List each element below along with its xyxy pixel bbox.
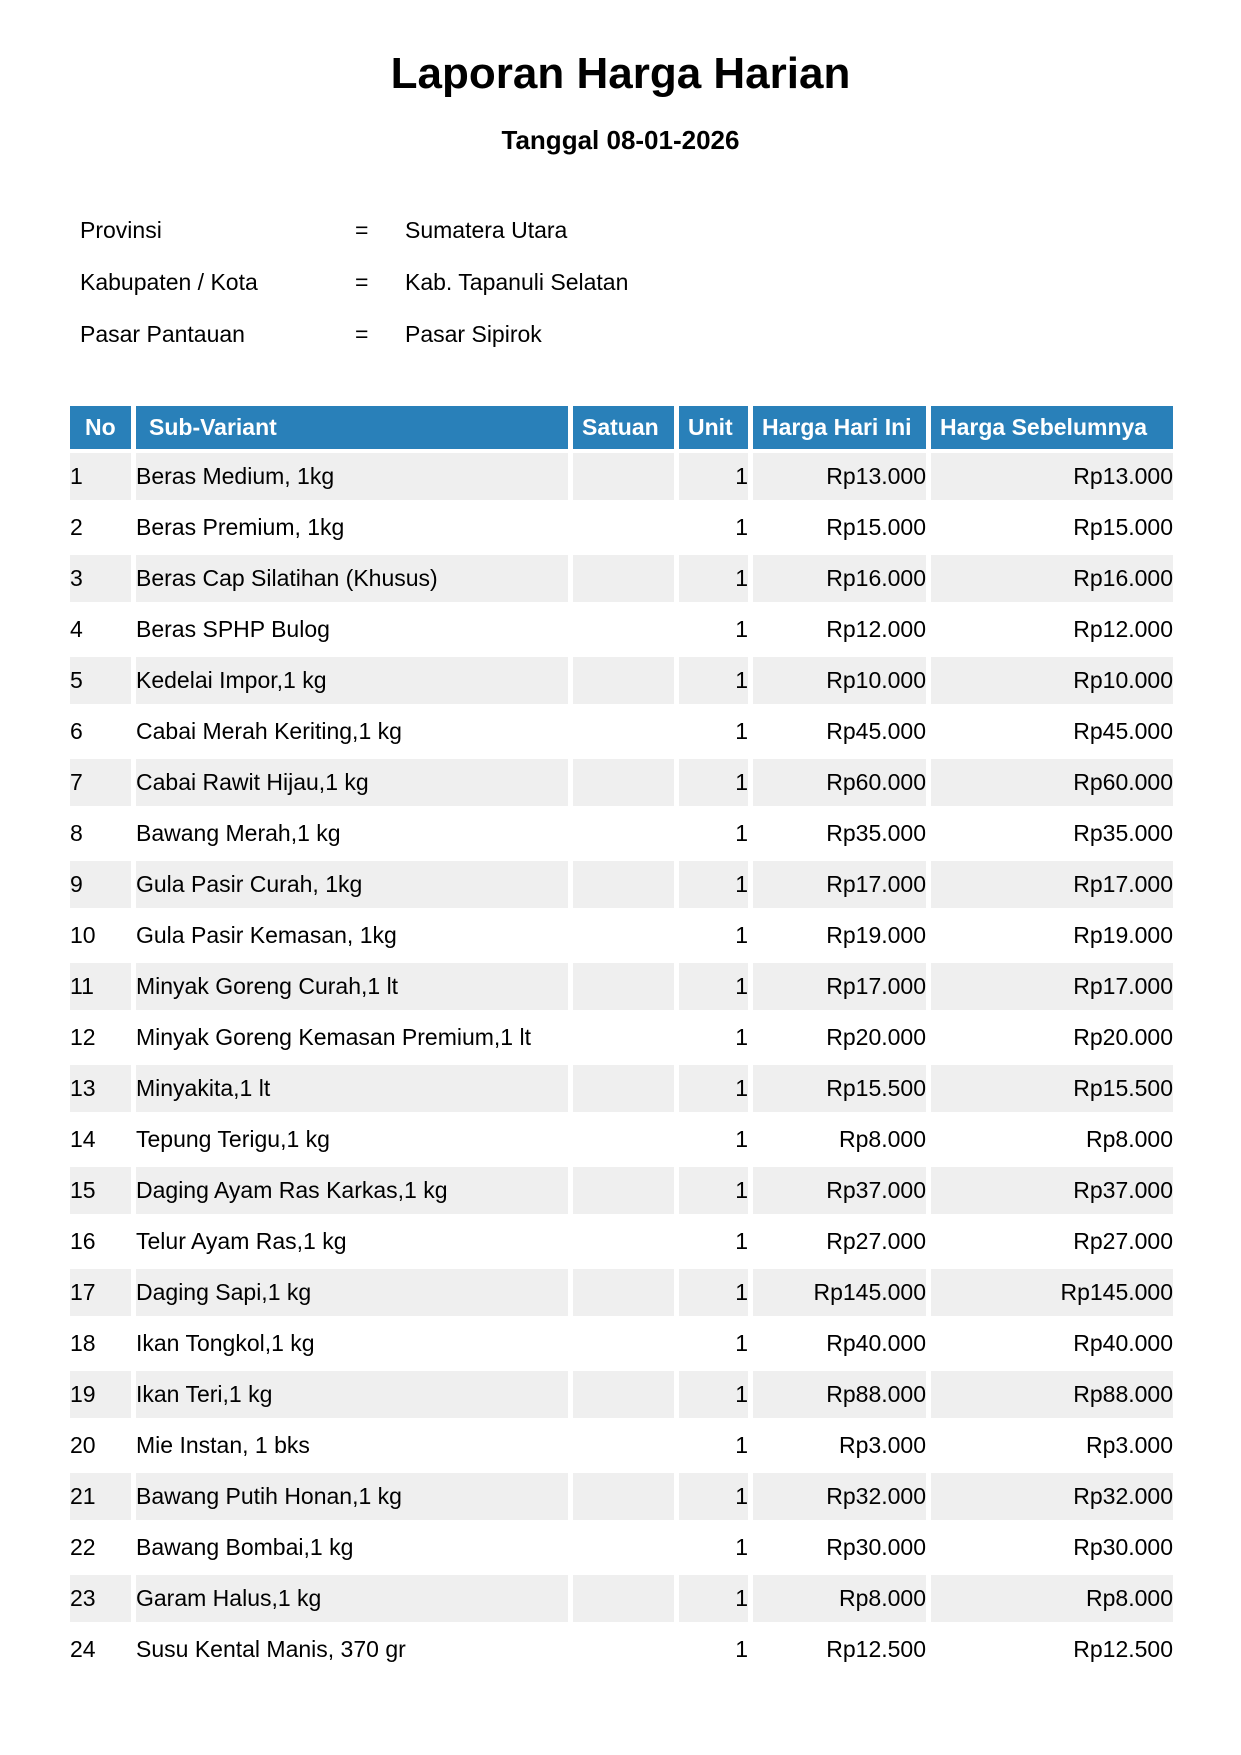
report-date: Tanggal 08-01-2026 xyxy=(501,125,740,155)
cell-unit: 1 xyxy=(679,504,748,551)
cell-harga-hari-ini: Rp15.500 xyxy=(753,1065,926,1112)
table-row xyxy=(70,1116,1173,1163)
cell-harga-sebelumnya: Rp8.000 xyxy=(931,1575,1173,1622)
meta-row-kabupaten-kota xyxy=(80,271,628,323)
meta-value-kabupaten-kota: Kab. Tapanuli Selatan xyxy=(405,269,629,295)
cell-unit: 1 xyxy=(679,1473,748,1520)
cell-satuan xyxy=(573,1218,674,1265)
cell-unit: 1 xyxy=(679,1524,748,1571)
cell-sub-variant: Garam Halus,1 kg xyxy=(136,1575,568,1622)
table-row xyxy=(70,1371,1173,1418)
meta-value-pasar-pantauan: Pasar Sipirok xyxy=(405,321,542,347)
meta-value-provinsi: Sumatera Utara xyxy=(405,217,568,243)
cell-sub-variant: Minyak Goreng Curah,1 lt xyxy=(136,963,568,1010)
cell-no: 4 xyxy=(70,606,131,653)
cell-unit: 1 xyxy=(679,708,748,755)
cell-satuan xyxy=(573,1167,674,1214)
cell-harga-hari-ini: Rp8.000 xyxy=(753,1116,926,1163)
cell-no: 7 xyxy=(70,759,131,806)
cell-harga-sebelumnya: Rp19.000 xyxy=(931,912,1173,959)
cell-satuan xyxy=(573,912,674,959)
cell-unit: 1 xyxy=(679,759,748,806)
cell-satuan xyxy=(573,1269,674,1316)
cell-satuan xyxy=(573,1320,674,1367)
cell-harga-sebelumnya: Rp40.000 xyxy=(931,1320,1173,1367)
cell-harga-hari-ini: Rp17.000 xyxy=(753,861,926,908)
cell-unit: 1 xyxy=(679,1626,748,1673)
cell-harga-hari-ini: Rp45.000 xyxy=(753,708,926,755)
table-row xyxy=(70,453,1173,500)
cell-harga-hari-ini: Rp12.000 xyxy=(753,606,926,653)
table-row xyxy=(70,1473,1173,1520)
table-row xyxy=(70,1014,1173,1061)
table-row xyxy=(70,912,1173,959)
table-row xyxy=(70,1167,1173,1214)
cell-satuan xyxy=(573,657,674,704)
cell-harga-hari-ini: Rp13.000 xyxy=(753,453,926,500)
cell-satuan xyxy=(573,963,674,1010)
cell-harga-hari-ini: Rp15.000 xyxy=(753,504,926,551)
cell-unit: 1 xyxy=(679,453,748,500)
cell-satuan xyxy=(573,1065,674,1112)
cell-harga-sebelumnya: Rp15.500 xyxy=(931,1065,1173,1112)
cell-harga-hari-ini: Rp16.000 xyxy=(753,555,926,602)
cell-harga-hari-ini: Rp60.000 xyxy=(753,759,926,806)
col-header-sub-variant: Sub-Variant xyxy=(136,406,568,449)
cell-harga-hari-ini: Rp32.000 xyxy=(753,1473,926,1520)
price-table-body xyxy=(70,453,1173,1673)
meta-label-pasar-pantauan: Pasar Pantauan xyxy=(80,321,245,347)
cell-no: 3 xyxy=(70,555,131,602)
page-title: Laporan Harga Harian xyxy=(390,49,851,98)
cell-unit: 1 xyxy=(679,963,748,1010)
table-row xyxy=(70,657,1173,704)
col-header-harga-hari-ini: Harga Hari Ini xyxy=(753,406,926,449)
cell-sub-variant: Minyakita,1 lt xyxy=(136,1065,568,1112)
table-row xyxy=(70,555,1173,602)
cell-harga-sebelumnya: Rp8.000 xyxy=(931,1116,1173,1163)
meta-label-provinsi: Provinsi xyxy=(80,217,162,243)
cell-harga-sebelumnya: Rp88.000 xyxy=(931,1371,1173,1418)
cell-sub-variant: Daging Ayam Ras Karkas,1 kg xyxy=(136,1167,568,1214)
cell-harga-sebelumnya: Rp3.000 xyxy=(931,1422,1173,1469)
cell-no: 13 xyxy=(70,1065,131,1112)
cell-unit: 1 xyxy=(679,1065,748,1112)
cell-no: 22 xyxy=(70,1524,131,1571)
cell-harga-sebelumnya: Rp17.000 xyxy=(931,861,1173,908)
cell-no: 16 xyxy=(70,1218,131,1265)
table-row xyxy=(70,1626,1173,1673)
cell-harga-sebelumnya: Rp27.000 xyxy=(931,1218,1173,1265)
cell-sub-variant: Ikan Tongkol,1 kg xyxy=(136,1320,568,1367)
cell-unit: 1 xyxy=(679,657,748,704)
table-row xyxy=(70,1218,1173,1265)
cell-harga-hari-ini: Rp145.000 xyxy=(753,1269,926,1316)
cell-unit: 1 xyxy=(679,1269,748,1316)
cell-no: 18 xyxy=(70,1320,131,1367)
meta-label-kabupaten-kota: Kabupaten / Kota xyxy=(80,269,258,295)
cell-unit: 1 xyxy=(679,1014,748,1061)
cell-harga-hari-ini: Rp88.000 xyxy=(753,1371,926,1418)
cell-no: 6 xyxy=(70,708,131,755)
cell-harga-sebelumnya: Rp13.000 xyxy=(931,453,1173,500)
cell-harga-sebelumnya: Rp10.000 xyxy=(931,657,1173,704)
cell-harga-sebelumnya: Rp30.000 xyxy=(931,1524,1173,1571)
cell-no: 5 xyxy=(70,657,131,704)
table-row xyxy=(70,606,1173,653)
cell-harga-sebelumnya: Rp12.000 xyxy=(931,606,1173,653)
cell-no: 19 xyxy=(70,1371,131,1418)
table-row xyxy=(70,1422,1173,1469)
table-row xyxy=(70,810,1173,857)
report-meta xyxy=(80,219,628,375)
cell-harga-hari-ini: Rp12.500 xyxy=(753,1626,926,1673)
cell-unit: 1 xyxy=(679,912,748,959)
cell-satuan xyxy=(573,555,674,602)
cell-harga-hari-ini: Rp19.000 xyxy=(753,912,926,959)
meta-equals-sign: = xyxy=(355,217,369,243)
cell-satuan xyxy=(573,1626,674,1673)
cell-harga-hari-ini: Rp27.000 xyxy=(753,1218,926,1265)
cell-harga-sebelumnya: Rp17.000 xyxy=(931,963,1173,1010)
cell-sub-variant: Bawang Merah,1 kg xyxy=(136,810,568,857)
cell-sub-variant: Beras Cap Silatihan (Khusus) xyxy=(136,555,568,602)
cell-satuan xyxy=(573,1116,674,1163)
cell-sub-variant: Beras Premium, 1kg xyxy=(136,504,568,551)
cell-harga-hari-ini: Rp3.000 xyxy=(753,1422,926,1469)
table-header-row xyxy=(70,406,1173,449)
cell-unit: 1 xyxy=(679,1218,748,1265)
cell-no: 11 xyxy=(70,963,131,1010)
cell-satuan xyxy=(573,1473,674,1520)
cell-sub-variant: Beras SPHP Bulog xyxy=(136,606,568,653)
cell-satuan xyxy=(573,1575,674,1622)
cell-no: 14 xyxy=(70,1116,131,1163)
cell-harga-hari-ini: Rp20.000 xyxy=(753,1014,926,1061)
cell-no: 1 xyxy=(70,453,131,500)
cell-sub-variant: Gula Pasir Kemasan, 1kg xyxy=(136,912,568,959)
cell-sub-variant: Bawang Bombai,1 kg xyxy=(136,1524,568,1571)
table-row xyxy=(70,1320,1173,1367)
cell-harga-sebelumnya: Rp145.000 xyxy=(931,1269,1173,1316)
cell-satuan xyxy=(573,810,674,857)
cell-sub-variant: Telur Ayam Ras,1 kg xyxy=(136,1218,568,1265)
cell-harga-hari-ini: Rp30.000 xyxy=(753,1524,926,1571)
cell-sub-variant: Cabai Rawit Hijau,1 kg xyxy=(136,759,568,806)
table-row xyxy=(70,861,1173,908)
cell-sub-variant: Kedelai Impor,1 kg xyxy=(136,657,568,704)
cell-unit: 1 xyxy=(679,555,748,602)
table-row xyxy=(70,1269,1173,1316)
cell-satuan xyxy=(573,759,674,806)
cell-harga-sebelumnya: Rp60.000 xyxy=(931,759,1173,806)
cell-sub-variant: Minyak Goreng Kemasan Premium,1 lt xyxy=(136,1014,568,1061)
cell-satuan xyxy=(573,606,674,653)
cell-no: 9 xyxy=(70,861,131,908)
cell-no: 23 xyxy=(70,1575,131,1622)
cell-sub-variant: Ikan Teri,1 kg xyxy=(136,1371,568,1418)
cell-harga-sebelumnya: Rp35.000 xyxy=(931,810,1173,857)
cell-harga-sebelumnya: Rp15.000 xyxy=(931,504,1173,551)
cell-no: 21 xyxy=(70,1473,131,1520)
cell-harga-sebelumnya: Rp37.000 xyxy=(931,1167,1173,1214)
meta-row-pasar-pantauan xyxy=(80,323,628,375)
cell-sub-variant: Susu Kental Manis, 370 gr xyxy=(136,1626,568,1673)
cell-harga-sebelumnya: Rp45.000 xyxy=(931,708,1173,755)
cell-unit: 1 xyxy=(679,861,748,908)
cell-satuan xyxy=(573,504,674,551)
cell-unit: 1 xyxy=(679,1575,748,1622)
cell-satuan xyxy=(573,1371,674,1418)
cell-no: 15 xyxy=(70,1167,131,1214)
cell-unit: 1 xyxy=(679,1116,748,1163)
cell-satuan xyxy=(573,1524,674,1571)
cell-unit: 1 xyxy=(679,1422,748,1469)
cell-harga-hari-ini: Rp40.000 xyxy=(753,1320,926,1367)
table-row xyxy=(70,759,1173,806)
table-row xyxy=(70,1524,1173,1571)
price-table xyxy=(65,402,1178,1677)
meta-row-provinsi xyxy=(80,219,628,271)
table-row xyxy=(70,708,1173,755)
cell-sub-variant: Beras Medium, 1kg xyxy=(136,453,568,500)
cell-harga-hari-ini: Rp35.000 xyxy=(753,810,926,857)
cell-harga-hari-ini: Rp8.000 xyxy=(753,1575,926,1622)
cell-no: 24 xyxy=(70,1626,131,1673)
cell-no: 8 xyxy=(70,810,131,857)
cell-no: 12 xyxy=(70,1014,131,1061)
cell-unit: 1 xyxy=(679,606,748,653)
table-row xyxy=(70,963,1173,1010)
cell-no: 20 xyxy=(70,1422,131,1469)
table-row xyxy=(70,504,1173,551)
cell-harga-hari-ini: Rp17.000 xyxy=(753,963,926,1010)
cell-harga-hari-ini: Rp10.000 xyxy=(753,657,926,704)
cell-sub-variant: Mie Instan, 1 bks xyxy=(136,1422,568,1469)
cell-unit: 1 xyxy=(679,810,748,857)
cell-no: 2 xyxy=(70,504,131,551)
cell-no: 17 xyxy=(70,1269,131,1316)
table-row xyxy=(70,1065,1173,1112)
cell-sub-variant: Bawang Putih Honan,1 kg xyxy=(136,1473,568,1520)
price-table-container xyxy=(65,402,1178,1677)
cell-sub-variant: Cabai Merah Keriting,1 kg xyxy=(136,708,568,755)
meta-equals-sign: = xyxy=(355,321,369,347)
cell-satuan xyxy=(573,708,674,755)
cell-satuan xyxy=(573,1422,674,1469)
cell-harga-sebelumnya: Rp32.000 xyxy=(931,1473,1173,1520)
cell-satuan xyxy=(573,453,674,500)
cell-harga-hari-ini: Rp37.000 xyxy=(753,1167,926,1214)
col-header-no: No xyxy=(70,406,131,449)
cell-no: 10 xyxy=(70,912,131,959)
cell-sub-variant: Gula Pasir Curah, 1kg xyxy=(136,861,568,908)
cell-unit: 1 xyxy=(679,1320,748,1367)
col-header-satuan: Satuan xyxy=(573,406,674,449)
col-header-unit: Unit xyxy=(679,406,748,449)
meta-equals-sign: = xyxy=(355,269,369,295)
cell-harga-sebelumnya: Rp16.000 xyxy=(931,555,1173,602)
cell-sub-variant: Daging Sapi,1 kg xyxy=(136,1269,568,1316)
cell-unit: 1 xyxy=(679,1371,748,1418)
cell-satuan xyxy=(573,1014,674,1061)
cell-satuan xyxy=(573,861,674,908)
col-header-harga-sebelumnya: Harga Sebelumnya xyxy=(931,406,1173,449)
cell-harga-sebelumnya: Rp12.500 xyxy=(931,1626,1173,1673)
cell-sub-variant: Tepung Terigu,1 kg xyxy=(136,1116,568,1163)
cell-unit: 1 xyxy=(679,1167,748,1214)
table-row xyxy=(70,1575,1173,1622)
cell-harga-sebelumnya: Rp20.000 xyxy=(931,1014,1173,1061)
